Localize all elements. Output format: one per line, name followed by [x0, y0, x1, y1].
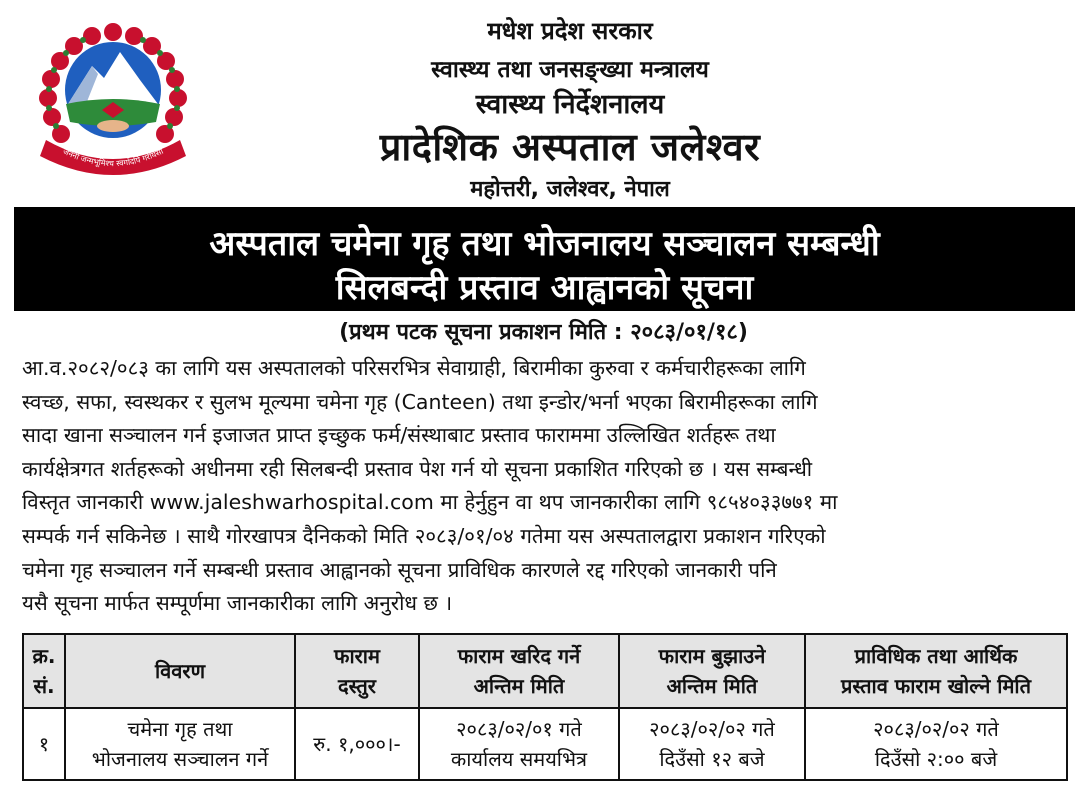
handshake-shape — [97, 120, 129, 132]
table-header-row — [23, 634, 1067, 708]
body-line: कार्यक्षेत्रगत शर्तहरूको अधीनमा रही सिलबन्दी प्रस्ताव पेश गर्न यो सूचना प्रकाशित गरिएको छ । यस सम्बन्धी — [22, 456, 813, 481]
cell-submission-deadline: २०८३/०२/०२ गते दिउँसो १२ बजे — [619, 708, 805, 780]
publication-date: (प्रथम पटक सूचना प्रकाशन मिति : २०८३/०१/१८) — [339, 320, 748, 345]
table-row — [23, 708, 1067, 780]
body-line-with-website: विस्तृत जानकारी www.jaleshwarhospital.com मा हेर्नुहुन वा थप जानकारीका लागि ९८५४०३३७७१ मा — [22, 490, 838, 515]
body-line: सादा खाना सञ्चालन गर्न इजाजत प्राप्त इच्छुक फर्म/संस्थाबाट प्रस्ताव फाराममा उल्लिखित शर्तहरू तथा — [22, 423, 776, 448]
schedule-table — [22, 633, 1068, 781]
header-purchase-deadline: फाराम खरिद गर्ने अन्तिम मिति — [419, 634, 619, 708]
body-line: आ.व.२०८२/०८३ का लागि यस अस्पतालको परिसरभित्र सेवाग्राही, बिरामीका कुरुवा र कर्मचारीहरूका लागि — [22, 356, 806, 380]
header-serial-number: क्र. सं. — [23, 634, 65, 708]
body-line: चमेना गृह सञ्चालन गर्ने सम्बन्धी प्रस्ताव आह्वानको सूचना प्राविधिक कारणले रद्द गरिएको जानकारी पनि — [22, 557, 777, 582]
nepal-emblem-icon — [28, 18, 198, 183]
ministry-name: स्वास्थ्य तथा जनसङ्ख्या मन्त्रालय — [431, 57, 709, 83]
notice-body — [22, 352, 1066, 621]
motto-ribbon — [40, 140, 186, 175]
notice-title-line2: सिलबन्दी प्रस्ताव आह्वानको सूचना — [335, 268, 754, 308]
body-line: यसै सूचना मार्फत सम्पूर्णमा जानकारीका लागि अनुरोध छ । — [22, 591, 453, 616]
emblem-motto: जननी जन्मभूमिश्च स्वर्गादपि गरीयसी — [61, 146, 165, 169]
header-submission-deadline: फाराम बुझाउने अन्तिम मिति — [619, 634, 805, 708]
government-name: मधेश प्रदेश सरकार — [487, 17, 653, 45]
cell-form-fee: रु. १,०००।- — [295, 708, 419, 780]
cell-description: चमेना गृह तथा भोजनालय सञ्चालन गर्ने — [65, 708, 295, 780]
header-form-fee: फाराम दस्तुर — [295, 634, 419, 708]
cell-serial-number: १ — [23, 708, 65, 780]
directorate-name: स्वास्थ्य निर्देशनालय — [475, 89, 665, 120]
cell-purchase-deadline: २०८३/०२/०१ गते कार्यालय समयभित्र — [419, 708, 619, 780]
notice-title-line1: अस्पताल चमेना गृह तथा भोजनालय सञ्चालन सम्बन्धी — [209, 224, 880, 264]
cell-opening-date: २०८३/०२/०२ गते दिउँसो २:०० बजे — [805, 708, 1067, 780]
hospital-name: प्रादेशिक अस्पताल जलेश्वर — [379, 125, 761, 169]
notice-title-band — [14, 207, 1075, 311]
body-line: सम्पर्क गर्न सकिनेछ । साथै गोरखापत्र दैनिकको मिति २०८३/०१/०४ गतेमा यस अस्पतालद्वारा प्रकाशन गरिएको — [22, 523, 826, 548]
body-line: स्वच्छ, सफा, स्वस्थकर र सुलभ मूल्यमा चमेना गृह (Canteen) तथा इन्डोर/भर्ना भएका बिरामीहरूका लागि — [22, 389, 818, 414]
header-description: विवरण — [65, 634, 295, 708]
hospital-address: महोत्तरी, जलेश्वर, नेपाल — [470, 177, 670, 202]
header-opening-date: प्राविधिक तथा आर्थिक प्रस्ताव फाराम खोल्ने मिति — [805, 634, 1067, 708]
